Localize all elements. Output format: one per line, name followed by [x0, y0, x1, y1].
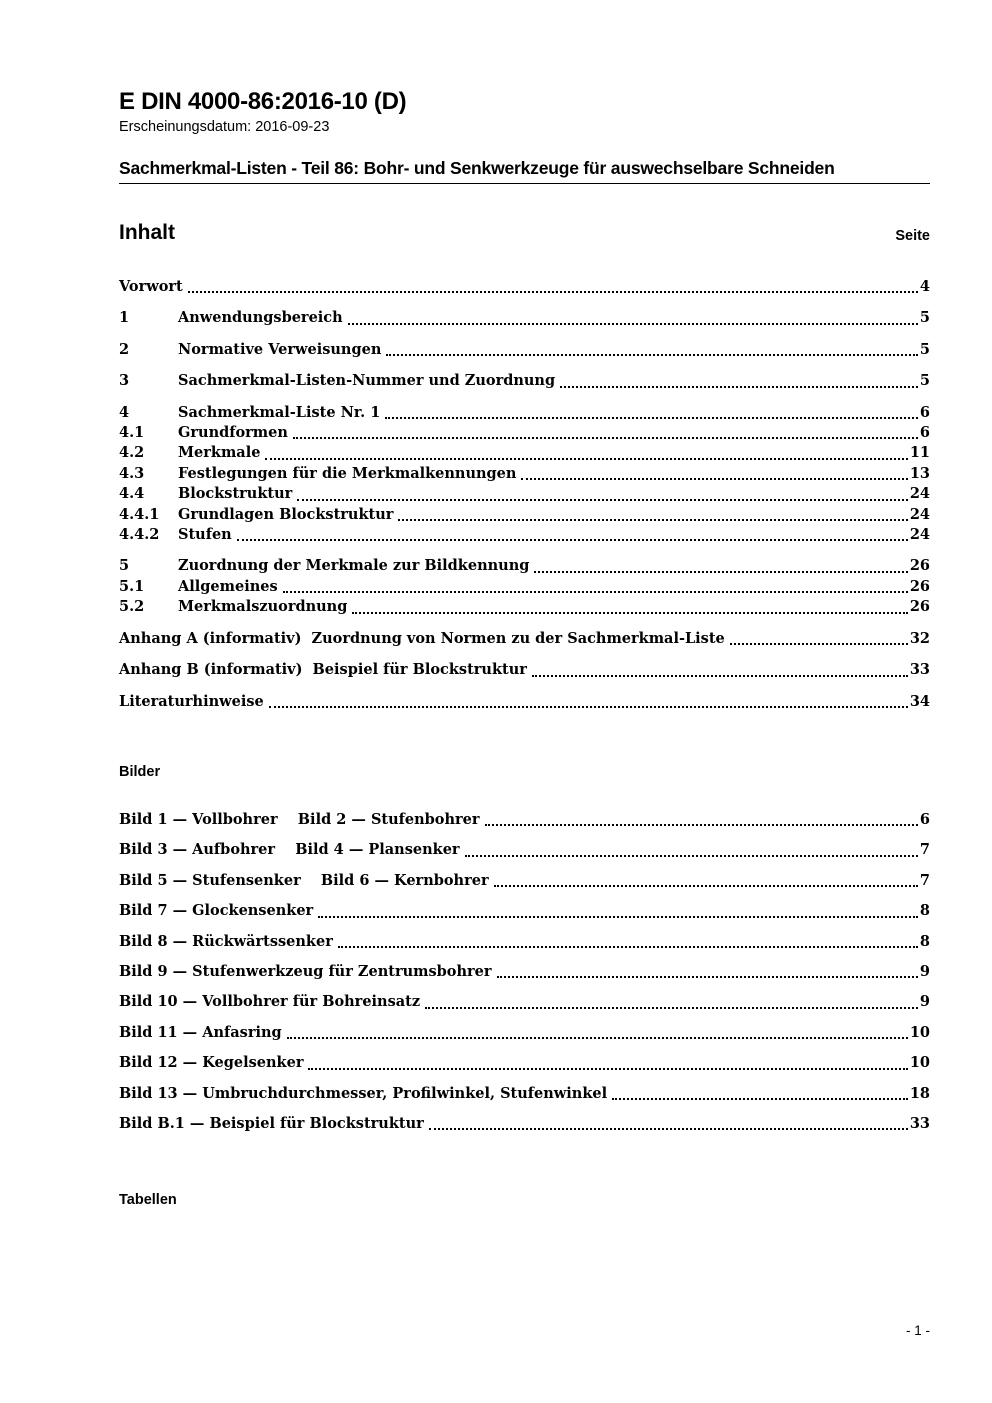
dot-leader: [237, 539, 908, 541]
page-content: [119, 0, 930, 1210]
figure-entry: [119, 1053, 930, 1073]
entry-page-number: 10: [909, 1054, 930, 1072]
tables-heading: Tabellen: [119, 1192, 177, 1209]
entry-page-number: 24: [909, 505, 930, 523]
toc-entry: [119, 484, 930, 504]
dot-leader: [534, 571, 907, 573]
toc-entry-number: 5.1: [119, 577, 145, 595]
toc-entry: [119, 577, 930, 597]
dot-leader: [269, 706, 908, 708]
entry-label: Merkmale: [178, 444, 261, 462]
toc-entry: [119, 597, 930, 617]
toc-entry-number: 4.4.2: [119, 526, 160, 544]
entry-page-number: 6: [919, 810, 930, 828]
figure-entry: [119, 810, 930, 830]
entry-label: Literaturhinweise: [119, 692, 264, 710]
figures-heading: Bilder: [119, 763, 161, 780]
toc-group: [119, 403, 930, 546]
entry-page-number: 5: [919, 340, 930, 358]
entry-page-number: 10: [909, 1023, 930, 1041]
dot-leader: [425, 1007, 918, 1009]
entry-label: Grundformen: [178, 424, 288, 442]
entry-label: Anwendungsbereich: [178, 309, 343, 327]
dot-leader: [485, 824, 918, 826]
entry-label: Bild 9 — Stufenwerkzeug für Zentrumsbohrer: [119, 962, 492, 980]
toc-entry-number: 5: [119, 557, 130, 575]
entry-page-number: 13: [909, 464, 930, 482]
entry-page-number: 32: [909, 629, 930, 647]
entry-label: Grundlagen Blockstruktur: [178, 505, 394, 523]
entry-page-number: 33: [909, 661, 930, 679]
entry-page-number: 5: [919, 309, 930, 327]
dot-leader: [612, 1098, 908, 1100]
toc-group: [119, 660, 930, 680]
toc-entry: [119, 556, 930, 576]
dot-leader: [297, 499, 908, 501]
entry-page-number: 6: [919, 403, 930, 421]
dot-leader: [318, 916, 918, 918]
entry-label: Anhang B (informativ) Beispiel für Blockstruktur: [119, 661, 527, 679]
figure-entry: [119, 992, 930, 1012]
toc-entry-number: 4.2: [119, 444, 145, 462]
dot-leader: [521, 478, 907, 480]
toc-group: [119, 371, 930, 391]
entry-label: Merkmalszuordnung: [178, 598, 348, 616]
entry-page-number: 26: [909, 557, 930, 575]
toc-group: [119, 556, 930, 617]
figure-entry: [119, 840, 930, 860]
toc-page-column-label: Seite: [895, 228, 930, 244]
figure-entry: [119, 1084, 930, 1104]
toc-heading: Inhalt: [119, 221, 175, 244]
entry-page-number: 5: [919, 372, 930, 390]
toc-entry: [119, 660, 930, 680]
entry-page-number: 24: [909, 485, 930, 503]
entry-page-number: 4: [919, 278, 930, 295]
dot-leader: [465, 855, 918, 857]
toc-group: [119, 277, 930, 297]
dot-leader: [283, 591, 908, 593]
dot-leader: [398, 519, 907, 521]
toc-entry: [119, 340, 930, 360]
entry-page-number: 9: [919, 962, 930, 980]
entry-page-number: 18: [909, 1084, 930, 1102]
toc-entry: [119, 692, 930, 712]
footer-page-number: - 1 -: [905, 1323, 930, 1338]
figure-entry: [119, 1023, 930, 1043]
toc-entry: [119, 371, 930, 391]
publication-date: Erscheinungsdatum: 2016-09-23: [119, 119, 330, 135]
entry-page-number: 26: [909, 577, 930, 595]
title-divider: [119, 183, 930, 184]
dot-leader: [308, 1068, 907, 1070]
dot-leader: [429, 1128, 908, 1130]
entry-label: Sachmerkmal-Listen-Nummer und Zuordnung: [178, 372, 556, 390]
dot-leader: [532, 675, 908, 677]
toc-entry: [119, 423, 930, 443]
toc-entry: [119, 277, 930, 297]
toc-entry: [119, 629, 930, 649]
entry-label: Vorwort: [119, 278, 183, 295]
toc-entry: [119, 308, 930, 328]
toc-entry: [119, 464, 930, 484]
entry-page-number: 8: [919, 902, 930, 920]
entry-label: Bild B.1 — Beispiel für Blockstruktur: [119, 1114, 424, 1132]
dot-leader: [560, 386, 918, 388]
toc-entry: [119, 443, 930, 463]
entry-label: Bild 7 — Glockensenker: [119, 902, 314, 920]
entry-label: Bild 10 — Vollbohrer für Bohreinsatz: [119, 993, 421, 1011]
toc-entry-number: 4.1: [119, 424, 145, 442]
dot-leader: [287, 1037, 908, 1039]
figure-entry: [119, 871, 930, 891]
entry-label: Blockstruktur: [178, 485, 293, 503]
dot-leader: [386, 354, 918, 356]
entry-page-number: 26: [909, 598, 930, 616]
toc-entry: [119, 505, 930, 525]
toc-group: [119, 308, 930, 328]
entry-label: Festlegungen für die Merkmalkennungen: [178, 464, 517, 482]
toc-entry-number: 4.3: [119, 464, 145, 482]
toc-entry-number: 5.2: [119, 598, 145, 616]
entry-page-number: 34: [909, 692, 930, 710]
toc-group: [119, 692, 930, 712]
toc-header: [119, 221, 930, 245]
toc-entry-number: 3: [119, 372, 130, 390]
entry-label: Bild 11 — Anfasring: [119, 1023, 282, 1041]
toc-entry-number: 1: [119, 309, 130, 327]
dot-leader: [730, 643, 908, 645]
figures-list: [119, 810, 930, 1134]
figure-entry: [119, 901, 930, 921]
document-title: Sachmerkmal-Listen - Teil 86: Bohr- und Senkwerkzeuge für auswechselbare Schneiden: [119, 158, 835, 178]
entry-page-number: 8: [919, 932, 930, 950]
figure-entry: [119, 1114, 930, 1134]
entry-page-number: 7: [919, 871, 930, 889]
dot-leader: [352, 612, 907, 614]
entry-label: Bild 13 — Umbruchdurchmesser, Profilwinkel, Stufenwinkel: [119, 1084, 608, 1102]
toc-entry-number: 4: [119, 403, 130, 421]
dot-leader: [497, 976, 918, 978]
entry-page-number: 9: [919, 993, 930, 1011]
entry-label: Bild 3 — Aufbohrer Bild 4 — Plansenker: [119, 841, 460, 859]
entry-label: Anhang A (informativ) Zuordnung von Normen zu der Sachmerkmal-Liste: [119, 629, 725, 647]
figure-entry: [119, 962, 930, 982]
toc-entry: [119, 525, 930, 545]
entry-label: Stufen: [178, 526, 232, 544]
toc-group: [119, 629, 930, 649]
entry-page-number: 24: [909, 526, 930, 544]
toc-group: [119, 340, 930, 360]
entry-label: Sachmerkmal-Liste Nr. 1: [178, 403, 381, 421]
document-id: E DIN 4000-86:2016-10 (D): [119, 88, 407, 115]
entry-label: Bild 12 — Kegelsenker: [119, 1054, 304, 1072]
dot-leader: [338, 946, 918, 948]
entry-label: Zuordnung der Merkmale zur Bildkennung: [178, 557, 530, 575]
toc-entry: [119, 403, 930, 423]
entry-page-number: 11: [909, 444, 930, 462]
entry-label: Bild 1 — Vollbohrer Bild 2 — Stufenbohrer: [119, 810, 480, 828]
dot-leader: [293, 437, 918, 439]
entry-page-number: 6: [919, 424, 930, 442]
toc-entry-number: 4.4: [119, 485, 145, 503]
toc-entry-number: 2: [119, 340, 130, 358]
entry-label: Allgemeines: [178, 577, 278, 595]
toc-entry-number: 4.4.1: [119, 505, 160, 523]
entry-label: Normative Verweisungen: [178, 340, 382, 358]
entry-page-number: 7: [919, 841, 930, 859]
dot-leader: [348, 323, 918, 325]
dot-leader: [265, 458, 907, 460]
entry-label: Bild 8 — Rückwärtssenker: [119, 932, 333, 950]
entry-page-number: 33: [909, 1114, 930, 1132]
entry-label: Bild 5 — Stufensenker Bild 6 — Kernbohrer: [119, 871, 489, 889]
dot-leader: [385, 417, 918, 419]
figure-entry: [119, 932, 930, 952]
toc-list: [119, 277, 930, 712]
dot-leader: [188, 291, 918, 293]
dot-leader: [494, 885, 918, 887]
